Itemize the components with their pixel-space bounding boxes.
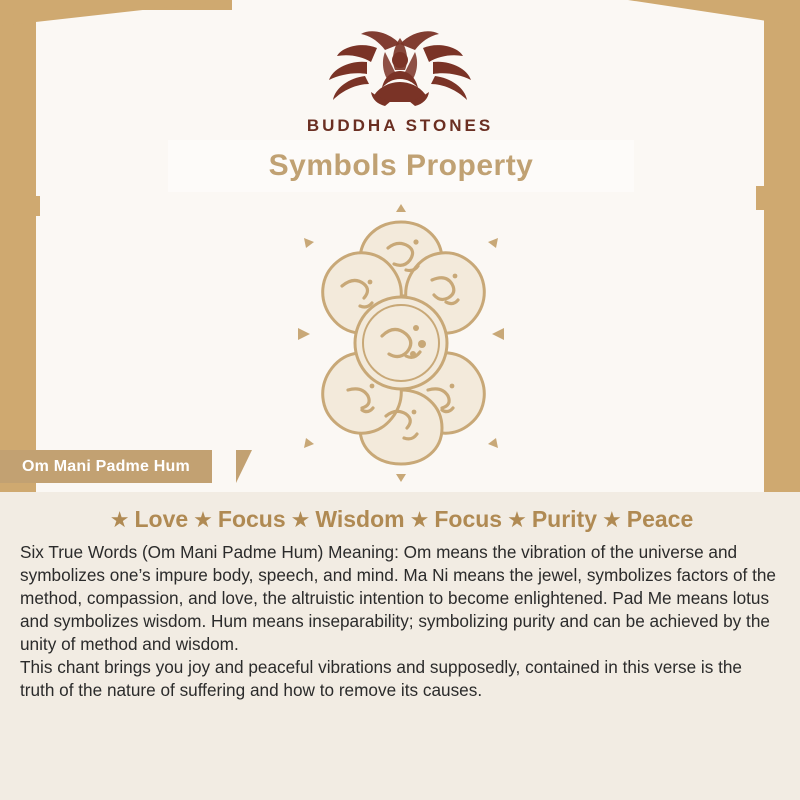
star-icon: ★ [409, 506, 430, 532]
keyword-item: Peace [626, 506, 694, 532]
star-icon: ★ [109, 506, 130, 532]
om-mani-padme-hum-tab [0, 450, 212, 483]
brand-logo [0, 18, 800, 136]
keyword-item: Focus [434, 506, 503, 532]
left-gold-notch [0, 196, 40, 216]
page-title: Symbols Property [268, 149, 534, 182]
keyword-item: Purity [531, 506, 597, 532]
keyword-item: Wisdom [315, 506, 405, 532]
star-icon: ★ [193, 506, 213, 532]
tab-notch [236, 450, 252, 483]
star-icon: ★ [602, 506, 622, 532]
title-banner [168, 140, 634, 192]
keyword-item: Focus [217, 506, 286, 532]
body-paragraph-1: Six True Words (Om Mani Padme Hum) Meaning: Om means the vibration of the universe and symbolizes one’s impure body, speech, and mind. Ma Ni means the jewel, symbolizes factors of the method, compassion, and love, the altruistic intention to become enlightened. Pad Me means lotus and symbolizes wisdom. Hum means inseparability; symbolizing purity and can be achieved by the unity of method and wisdom. [20, 542, 776, 655]
keyword-list [16, 498, 784, 535]
star-icon: ★ [290, 506, 311, 532]
body-paragraph-2: This chant brings you joy and peaceful vibrations and supposedly, contained in this verse is the truth of the nature of suffering and how to remove its causes. [20, 657, 742, 701]
om-mani-padme-hum-lotus-mandala-icon [256, 204, 546, 482]
keyword-item: Love [134, 506, 189, 532]
lotus-meditation-figure-icon [305, 18, 495, 114]
tab-label-text: Om Mani Padme Hum [22, 457, 190, 475]
brand-name: BUDDHA STONES [306, 116, 494, 135]
right-gold-notch [756, 186, 800, 210]
description-content [16, 498, 784, 702]
body-text [16, 541, 784, 702]
star-icon: ★ [507, 506, 527, 532]
